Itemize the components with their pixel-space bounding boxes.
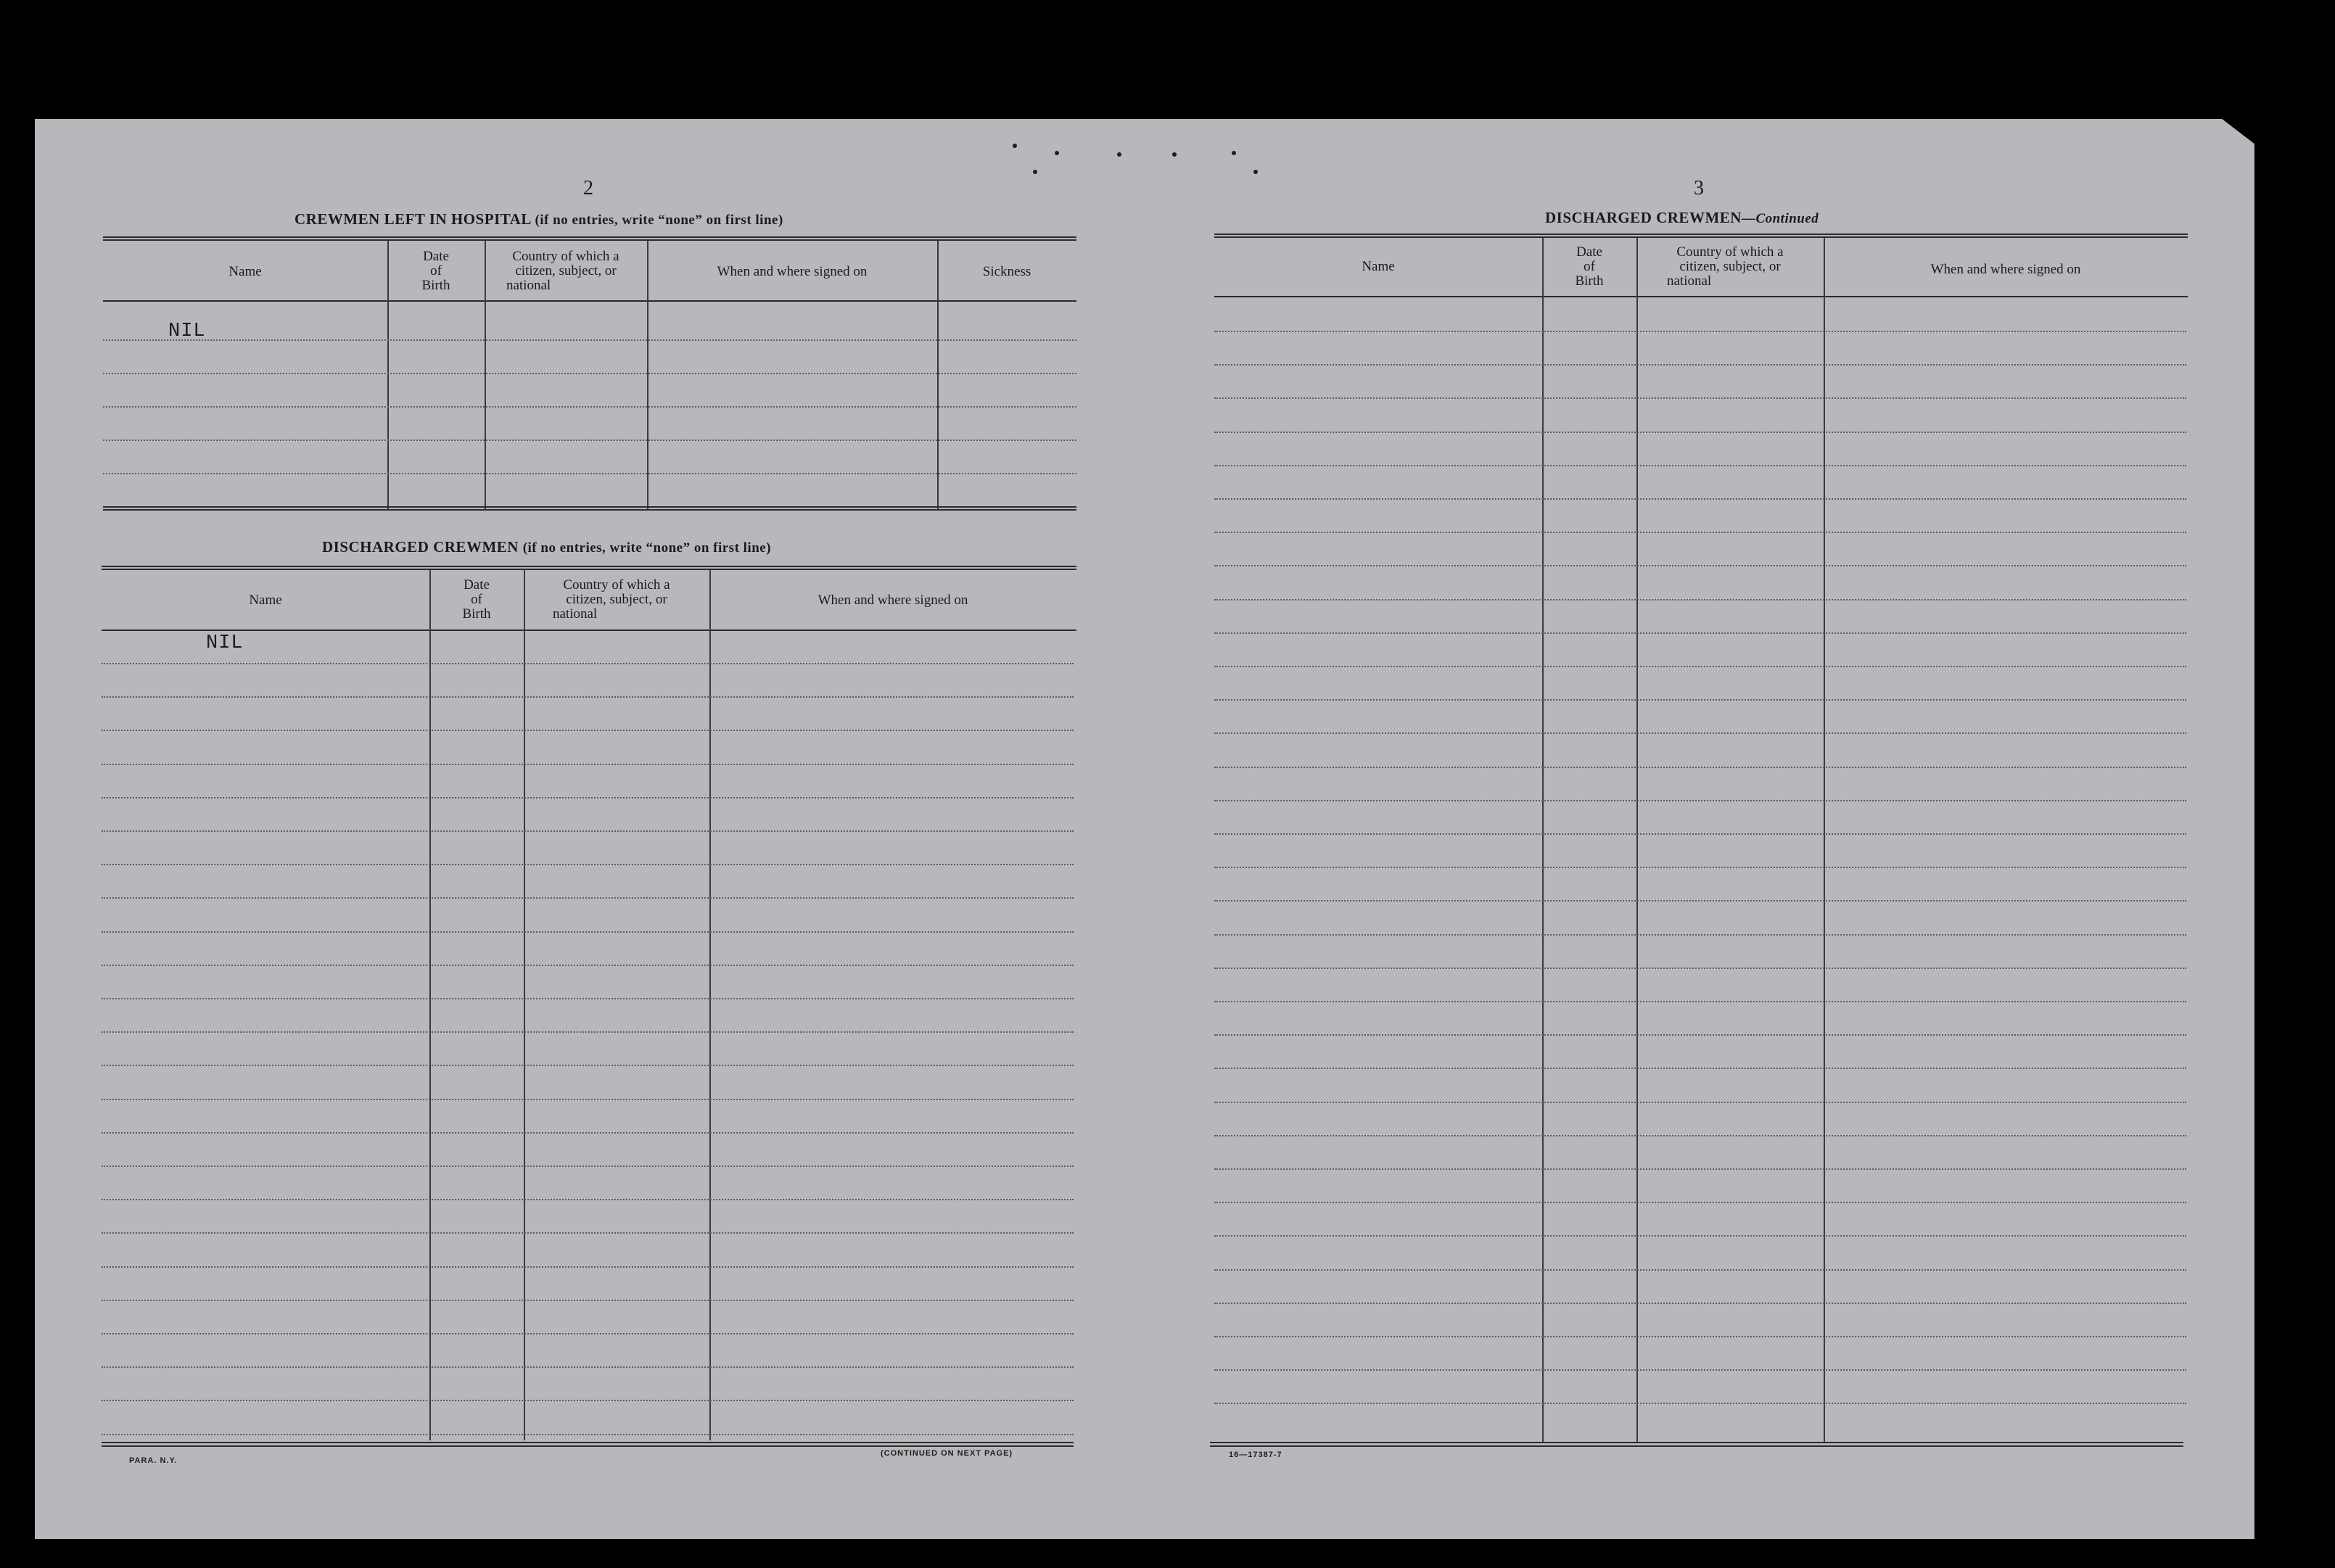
row-line [1214,934,2186,936]
scan-speck [1117,152,1121,157]
row-line [1214,632,2186,634]
right-title-suffix: —Continued [1741,211,1819,226]
hospital-header-dob: Date of Birth [421,249,450,293]
hospital-col-line [485,241,486,509]
scan-speck [1013,144,1017,148]
hospital-header-sickness: Sickness [982,264,1031,279]
row-line [1214,1068,2186,1069]
row-line [102,1031,1074,1033]
hospital-title-instruction: (if no entries, write “none” on first line) [535,212,783,228]
row-line [102,1434,1074,1435]
row-line [1214,867,2186,868]
footer-form-number: 16—17387-7 [1229,1451,1282,1459]
hospital-row-line [103,339,1076,341]
hospital-row-line [103,440,1076,441]
discharged-entry-nil: NIL [206,632,244,654]
row-line [1214,498,2186,500]
discharged-header-country: Country of which a citizen, subject, or national [553,577,670,622]
right-table-top-rule [1214,234,2188,238]
discharged-title-instruction: (if no entries, write “none” on first line) [522,540,772,556]
scan-speck [1033,170,1037,174]
row-line [1214,1403,2186,1404]
discharged-col-line [429,570,431,1440]
row-line [102,663,1074,664]
row-line [1214,800,2186,801]
row-line [102,1266,1074,1268]
discharged-header-dob: Date of Birth [462,577,491,622]
row-line [1214,565,2186,566]
row-line [102,1199,1074,1200]
discharged-header-rule [102,630,1076,631]
right-title-text: DISCHARGED CREWMEN [1545,209,1742,226]
scan-speck [1055,151,1059,155]
footer-printer-mark: PARA. N.Y. [129,1456,178,1465]
row-line [1214,465,2186,466]
discharged-table-top-rule [102,566,1076,570]
row-line [102,1132,1074,1134]
row-line [1214,1369,2186,1371]
row-line [1214,1303,2186,1304]
right-header-dob: Date of Birth [1575,244,1604,289]
page-number-right: 3 [1694,177,1704,199]
row-line [102,965,1074,966]
row-line [1214,599,2186,601]
hospital-title-text: CREWMEN LEFT IN HOSPITAL [295,210,531,228]
row-line [102,897,1074,899]
row-line [102,1300,1074,1301]
right-header-signed-on: When and where signed on [1930,262,2081,277]
row-line [102,1099,1074,1100]
hospital-section-title [295,210,783,228]
discharged-col-line [524,570,525,1440]
row-line [102,864,1074,865]
row-line [1214,967,2186,969]
hospital-row-line [103,373,1076,374]
row-line [102,830,1074,832]
row-line [102,1400,1074,1401]
row-line [1214,1269,2186,1271]
row-line [102,1333,1074,1334]
right-header-name: Name [1362,259,1395,274]
row-line [102,764,1074,765]
row-line [102,1232,1074,1234]
row-line [1214,733,2186,734]
hospital-col-line [937,241,939,509]
scan-speck [1232,151,1236,155]
hospital-row-line [103,473,1076,474]
hospital-header-name: Name [228,264,262,279]
hospital-header-rule [103,300,1076,302]
row-line [102,998,1074,999]
row-line [102,1065,1074,1066]
right-col-line [1636,238,1638,1442]
right-table-bottom-rule [1210,1445,2183,1447]
row-line [1214,699,2186,701]
right-header-country: Country of which a citizen, subject, or national [1667,244,1784,289]
row-line [1214,1001,2186,1002]
right-col-line [1824,238,1825,1442]
row-line [1214,833,2186,835]
discharged-header-name: Name [249,593,282,608]
row-line [1214,767,2186,768]
row-line [102,696,1074,698]
row-line [1214,1168,2186,1170]
row-line [102,931,1074,933]
row-line [1214,1034,2186,1036]
row-line [1214,364,2186,366]
page-number-left: 2 [583,177,593,199]
row-line [1214,1202,2186,1203]
right-section-title [1545,209,1819,227]
right-table-bottom-rule [1210,1442,2183,1443]
row-line [1214,397,2186,399]
hospital-header-signed-on: When and where signed on [717,264,868,279]
row-line [102,1366,1074,1368]
row-line [1214,1336,2186,1337]
discharged-title-text: DISCHARGED CREWMEN [322,538,519,556]
discharged-col-line [709,570,711,1440]
hospital-header-country: Country of which a citizen, subject, or national [506,249,619,293]
discharged-section-title [322,538,771,556]
row-line [1214,900,2186,901]
hospital-row-line [103,406,1076,408]
row-line [102,797,1074,799]
footer-continued-note: (CONTINUED ON NEXT PAGE) [881,1449,1013,1458]
folded-corner [2218,116,2262,149]
scan-speck [1172,152,1177,157]
row-line [1214,432,2186,433]
discharged-table-bottom-rule [102,1445,1074,1447]
row-line [1214,1135,2186,1136]
row-line [1214,1102,2186,1103]
row-line [1214,1235,2186,1237]
hospital-table-bottom-rule [103,506,1076,511]
row-line [1214,331,2186,332]
scan-speck [1253,170,1258,174]
row-line [1214,532,2186,533]
right-header-rule [1214,296,2188,297]
right-col-line [1542,238,1544,1442]
discharged-header-signed-on: When and where signed on [818,593,968,608]
hospital-col-line [387,241,389,509]
row-line [1214,666,2186,667]
hospital-entry-nil: NIL [168,321,206,342]
hospital-table-top-rule [103,236,1076,241]
row-line [102,1165,1074,1167]
discharged-table-bottom-rule [102,1442,1074,1443]
hospital-col-line [647,241,648,509]
row-line [102,730,1074,731]
